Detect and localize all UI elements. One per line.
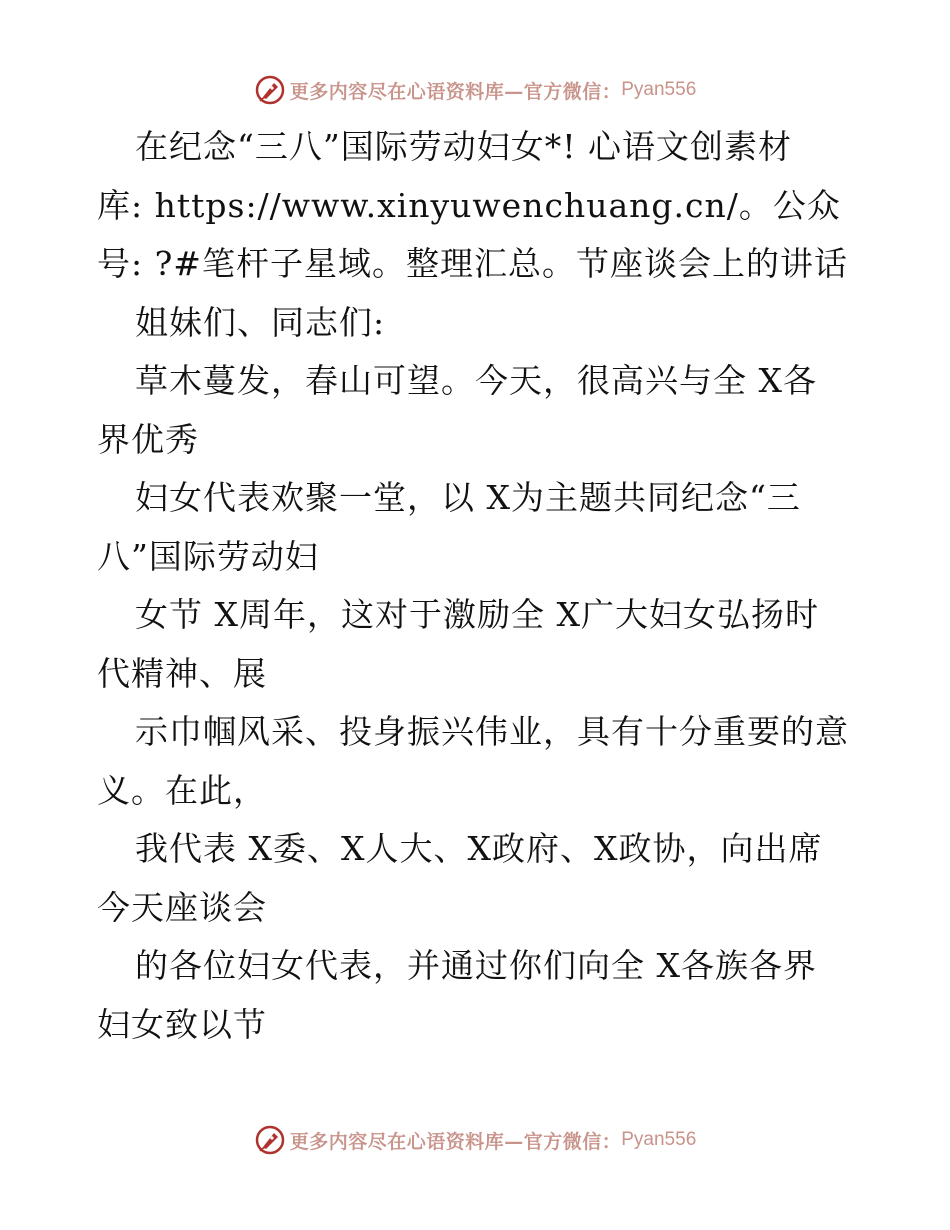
banner-text: 更多内容尽在心语资料库—官方微信： — [289, 80, 622, 103]
header-banner — [0, 70, 950, 110]
body-line: 八”国际劳动妇 — [97, 536, 319, 576]
body-line: 的各位妇女代表，并通过你们向全 X各族各界 — [135, 946, 817, 985]
body-line: 姐妹们、同志们: — [135, 302, 386, 342]
body-line: 今天座谈会 — [97, 887, 267, 927]
body-line: 库: https://www.xinyuwenchuang.cn/。公众 — [97, 185, 841, 225]
pen-nib-logo-icon — [254, 1124, 286, 1156]
body-line: 界优秀 — [97, 419, 199, 459]
body-line: 在纪念“三八”国际劳动妇女*! 心语文创素材 — [135, 127, 792, 166]
body-line: 号: ?#笔杆子星域。整理汇总。节座谈会上的讲话 — [97, 244, 848, 283]
body-line: 示巾帼风采、投身振兴伟业，具有十分重要的意 — [135, 712, 849, 751]
banner-text: 更多内容尽在心语资料库—官方微信： — [289, 1130, 622, 1153]
banner-contact: Pyan556 — [621, 79, 697, 100]
body-line: 女节 X周年，这对于激励全 X广大妇女弘扬时 — [135, 595, 819, 634]
document-body — [97, 118, 877, 1054]
banner-contact: Pyan556 — [621, 1129, 697, 1150]
body-line: 妇女致以节 — [97, 1004, 267, 1044]
body-line: 草木蔓发，春山可望。今天，很高兴与全 X各 — [135, 361, 817, 400]
body-line: 义。在此， — [97, 770, 267, 810]
footer-banner — [0, 1120, 950, 1160]
body-line: 代精神、展 — [97, 653, 267, 693]
body-line: 妇女代表欢聚一堂，以 X为主题共同纪念“三 — [135, 478, 801, 517]
body-line: 我代表 X委、X人大、X政府、X政协，向出席 — [135, 829, 823, 868]
pen-nib-logo-icon — [254, 74, 286, 106]
